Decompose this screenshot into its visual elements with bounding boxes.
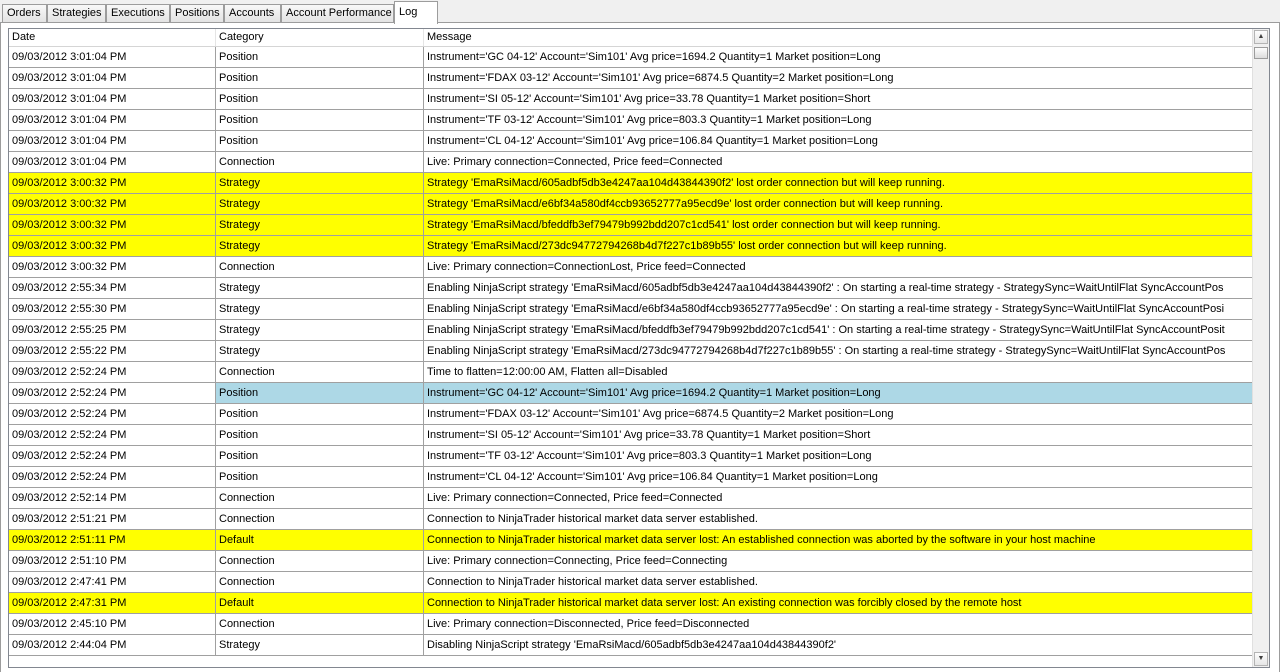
cell-category: Strategy xyxy=(216,278,424,298)
cell-message: Connection to NinjaTrader historical market data server established. xyxy=(424,572,1254,592)
table-row[interactable] xyxy=(9,467,1254,488)
cell-date: 09/03/2012 2:52:24 PM xyxy=(9,425,216,445)
cell-category: Strategy xyxy=(216,341,424,361)
cell-category: Strategy xyxy=(216,194,424,214)
tab-account-performance[interactable]: Account Performance xyxy=(281,4,394,22)
table-row[interactable] xyxy=(9,446,1254,467)
cell-date: 09/03/2012 3:01:04 PM xyxy=(9,89,216,109)
tab-executions[interactable]: Executions xyxy=(106,4,170,22)
tab-orders[interactable]: Orders xyxy=(2,4,47,22)
cell-date: 09/03/2012 3:01:04 PM xyxy=(9,47,216,67)
cell-message: Disabling NinjaScript strategy 'EmaRsiMacd/605adbf5db3e4247aa104d43844390f2' xyxy=(424,635,1254,655)
cell-category: Connection xyxy=(216,572,424,592)
cell-category: Strategy xyxy=(216,299,424,319)
cell-message: Instrument='FDAX 03-12' Account='Sim101' Avg price=6874.5 Quantity=2 Market position=Long xyxy=(424,68,1254,88)
grid-header xyxy=(9,29,1254,47)
cell-date: 09/03/2012 3:00:32 PM xyxy=(9,257,216,277)
cell-message: Connection to NinjaTrader historical market data server lost: An existing connection was forcibly closed by the remote host xyxy=(424,593,1254,613)
cell-message: Enabling NinjaScript strategy 'EmaRsiMacd/e6bf34a580df4ccb93652777a95ecd9e' : On starting a real-time strategy - StrategySync=WaitUntilFlat SyncAccountPosi xyxy=(424,299,1254,319)
cell-message: Live: Primary connection=Connecting, Price feed=Connecting xyxy=(424,551,1254,571)
cell-message: Live: Primary connection=Connected, Price feed=Connected xyxy=(424,488,1254,508)
cell-date: 09/03/2012 2:44:04 PM xyxy=(9,635,216,655)
cell-message: Enabling NinjaScript strategy 'EmaRsiMacd/273dc94772794268b4d7f227c1b89b55' : On starting a real-time strategy - StrategySync=WaitUntilFlat SyncAccountPos xyxy=(424,341,1254,361)
cell-message: Instrument='GC 04-12' Account='Sim101' Avg price=1694.2 Quantity=1 Market position=Long xyxy=(424,47,1254,67)
cell-message: Instrument='TF 03-12' Account='Sim101' Avg price=803.3 Quantity=1 Market position=Long xyxy=(424,446,1254,466)
cell-message: Connection to NinjaTrader historical market data server established. xyxy=(424,509,1254,529)
cell-date: 09/03/2012 2:55:22 PM xyxy=(9,341,216,361)
cell-category: Position xyxy=(216,89,424,109)
cell-date: 09/03/2012 3:00:32 PM xyxy=(9,215,216,235)
cell-message: Strategy 'EmaRsiMacd/273dc94772794268b4d7f227c1b89b55' lost order connection but will keep running. xyxy=(424,236,1254,256)
column-header-message[interactable]: Message xyxy=(424,29,1254,46)
cell-message: Enabling NinjaScript strategy 'EmaRsiMacd/605adbf5db3e4247aa104d43844390f2' : On starting a real-time strategy - StrategySync=WaitUntilFlat SyncAccountPos xyxy=(424,278,1254,298)
log-rows xyxy=(9,47,1254,656)
table-row[interactable] xyxy=(9,68,1254,89)
cell-category: Connection xyxy=(216,257,424,277)
cell-date: 09/03/2012 3:01:04 PM xyxy=(9,110,216,130)
cell-category: Default xyxy=(216,530,424,550)
cell-date: 09/03/2012 2:51:11 PM xyxy=(9,530,216,550)
cell-date: 09/03/2012 2:52:24 PM xyxy=(9,383,216,403)
cell-category: Position xyxy=(216,404,424,424)
cell-message: Instrument='TF 03-12' Account='Sim101' Avg price=803.3 Quantity=1 Market position=Long xyxy=(424,110,1254,130)
table-row[interactable] xyxy=(9,131,1254,152)
cell-date: 09/03/2012 2:52:24 PM xyxy=(9,467,216,487)
cell-message: Instrument='CL 04-12' Account='Sim101' Avg price=106.84 Quantity=1 Market position=Long xyxy=(424,131,1254,151)
scroll-thumb[interactable] xyxy=(1254,47,1268,59)
cell-category: Connection xyxy=(216,362,424,382)
table-row[interactable] xyxy=(9,509,1254,530)
cell-category: Position xyxy=(216,68,424,88)
table-row[interactable] xyxy=(9,236,1254,257)
cell-date: 09/03/2012 2:47:41 PM xyxy=(9,572,216,592)
table-row[interactable] xyxy=(9,257,1254,278)
cell-date: 09/03/2012 2:47:31 PM xyxy=(9,593,216,613)
cell-category: Strategy xyxy=(216,320,424,340)
table-row[interactable] xyxy=(9,320,1254,341)
table-row[interactable] xyxy=(9,614,1254,635)
table-row[interactable] xyxy=(9,173,1254,194)
tab-strip xyxy=(0,0,1280,24)
cell-date: 09/03/2012 2:51:10 PM xyxy=(9,551,216,571)
cell-category: Connection xyxy=(216,488,424,508)
cell-date: 09/03/2012 2:52:24 PM xyxy=(9,446,216,466)
table-row[interactable] xyxy=(9,404,1254,425)
table-row[interactable] xyxy=(9,194,1254,215)
cell-message: Connection to NinjaTrader historical market data server lost: An established connection was aborted by the software in your host machine xyxy=(424,530,1254,550)
column-header-category[interactable]: Category xyxy=(216,29,424,46)
cell-category: Connection xyxy=(216,551,424,571)
cell-category: Connection xyxy=(216,614,424,634)
cell-message: Instrument='GC 04-12' Account='Sim101' Avg price=1694.2 Quantity=1 Market position=Long xyxy=(424,383,1254,403)
table-row[interactable] xyxy=(9,488,1254,509)
cell-category: Position xyxy=(216,467,424,487)
cell-category: Strategy xyxy=(216,635,424,655)
cell-message: Strategy 'EmaRsiMacd/605adbf5db3e4247aa104d43844390f2' lost order connection but will keep running. xyxy=(424,173,1254,193)
table-row[interactable] xyxy=(9,635,1254,656)
cell-category: Strategy xyxy=(216,236,424,256)
cell-date: 09/03/2012 2:45:10 PM xyxy=(9,614,216,634)
scroll-down-icon[interactable]: ▼ xyxy=(1254,652,1268,666)
cell-date: 09/03/2012 2:55:34 PM xyxy=(9,278,216,298)
cell-category: Position xyxy=(216,131,424,151)
cell-message: Time to flatten=12:00:00 AM, Flatten all=Disabled xyxy=(424,362,1254,382)
cell-message: Strategy 'EmaRsiMacd/bfeddfb3ef79479b992bdd207c1cd541' lost order connection but will keep running. xyxy=(424,215,1254,235)
cell-message: Instrument='SI 05-12' Account='Sim101' Avg price=33.78 Quantity=1 Market position=Short xyxy=(424,425,1254,445)
cell-category: Position xyxy=(216,47,424,67)
table-row[interactable] xyxy=(9,47,1254,68)
table-row[interactable] xyxy=(9,530,1254,551)
cell-category: Strategy xyxy=(216,215,424,235)
log-grid xyxy=(8,28,1270,668)
cell-message: Live: Primary connection=Connected, Price feed=Connected xyxy=(424,152,1254,172)
cell-date: 09/03/2012 3:01:04 PM xyxy=(9,131,216,151)
cell-message: Live: Primary connection=ConnectionLost, Price feed=Connected xyxy=(424,257,1254,277)
cell-message: Instrument='CL 04-12' Account='Sim101' Avg price=106.84 Quantity=1 Market position=Long xyxy=(424,467,1254,487)
tab-accounts[interactable]: Accounts xyxy=(224,4,281,22)
table-row[interactable] xyxy=(9,383,1254,404)
cell-category: Connection xyxy=(216,152,424,172)
table-row[interactable] xyxy=(9,299,1254,320)
cell-date: 09/03/2012 2:51:21 PM xyxy=(9,509,216,529)
vertical-scrollbar[interactable] xyxy=(1252,29,1269,667)
cell-date: 09/03/2012 2:55:30 PM xyxy=(9,299,216,319)
cell-category: Position xyxy=(216,425,424,445)
table-row[interactable] xyxy=(9,572,1254,593)
cell-category: Default xyxy=(216,593,424,613)
table-row[interactable] xyxy=(9,551,1254,572)
tab-strategies[interactable]: Strategies xyxy=(47,4,106,22)
cell-date: 09/03/2012 3:01:04 PM xyxy=(9,68,216,88)
table-row[interactable] xyxy=(9,593,1254,614)
cell-message: Strategy 'EmaRsiMacd/e6bf34a580df4ccb93652777a95ecd9e' lost order connection but will keep running. xyxy=(424,194,1254,214)
table-row[interactable] xyxy=(9,425,1254,446)
cell-message: Live: Primary connection=Disconnected, Price feed=Disconnected xyxy=(424,614,1254,634)
cell-category: Connection xyxy=(216,509,424,529)
cell-category: Position xyxy=(216,110,424,130)
cell-message: Enabling NinjaScript strategy 'EmaRsiMacd/bfeddfb3ef79479b992bdd207c1cd541' : On starting a real-time strategy - StrategySync=WaitUntilFlat SyncAccountPosit xyxy=(424,320,1254,340)
table-row[interactable] xyxy=(9,341,1254,362)
table-row[interactable] xyxy=(9,215,1254,236)
cell-date: 09/03/2012 2:52:14 PM xyxy=(9,488,216,508)
scroll-up-icon[interactable]: ▲ xyxy=(1254,30,1268,44)
cell-message: Instrument='FDAX 03-12' Account='Sim101' Avg price=6874.5 Quantity=2 Market position=Long xyxy=(424,404,1254,424)
tab-log[interactable]: Log xyxy=(394,1,438,24)
cell-date: 09/03/2012 2:52:24 PM xyxy=(9,362,216,382)
cell-date: 09/03/2012 3:01:04 PM xyxy=(9,152,216,172)
cell-category: Strategy xyxy=(216,173,424,193)
tab-positions[interactable]: Positions xyxy=(170,4,224,22)
cell-date: 09/03/2012 2:55:25 PM xyxy=(9,320,216,340)
cell-category: Position xyxy=(216,446,424,466)
cell-date: 09/03/2012 2:52:24 PM xyxy=(9,404,216,424)
table-row[interactable] xyxy=(9,152,1254,173)
cell-date: 09/03/2012 3:00:32 PM xyxy=(9,173,216,193)
table-row[interactable] xyxy=(9,278,1254,299)
table-row[interactable] xyxy=(9,89,1254,110)
cell-date: 09/03/2012 3:00:32 PM xyxy=(9,194,216,214)
cell-date: 09/03/2012 3:00:32 PM xyxy=(9,236,216,256)
cell-category: Position xyxy=(216,383,424,403)
cell-message: Instrument='SI 05-12' Account='Sim101' Avg price=33.78 Quantity=1 Market position=Short xyxy=(424,89,1254,109)
table-row[interactable] xyxy=(9,110,1254,131)
table-row[interactable] xyxy=(9,362,1254,383)
column-header-date[interactable]: Date xyxy=(9,29,216,46)
